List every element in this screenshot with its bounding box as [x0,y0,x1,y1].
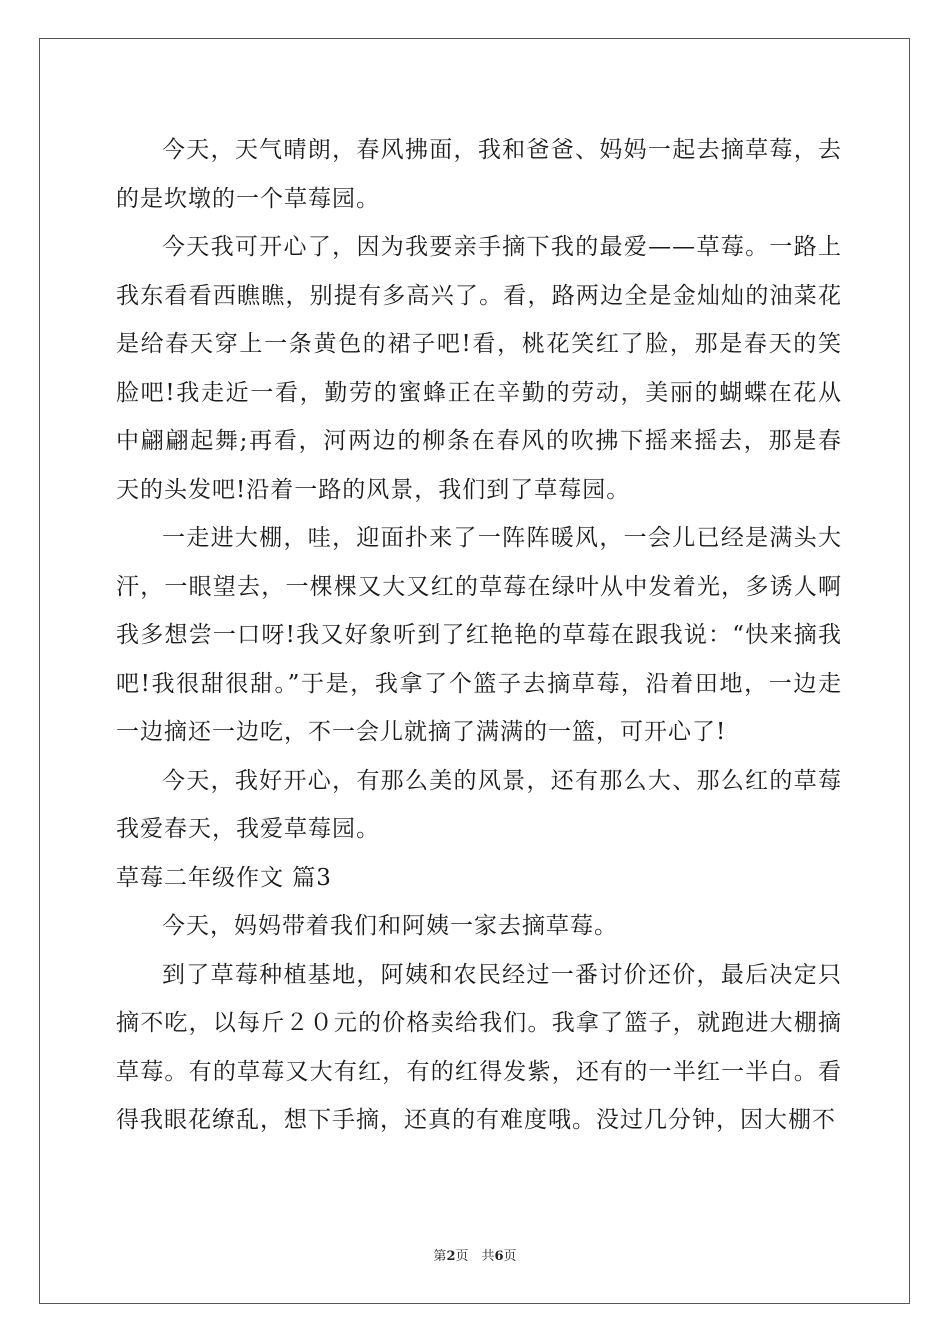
footer-current-page: 2 [446,1249,456,1264]
footer-prefix: 第 [433,1249,447,1264]
paragraph-2: 今天我可开心了，因为我要亲手摘下我的最爱——草莓。一路上我东看看西瞧瞧，别提有多高兴了。看，路两边全是金灿灿的油菜花是给春天穿上一条黄色的裙子吧!看，桃花笑红了脸，那是春天的笑脸吧!我走近一看，勤劳的蜜蜂正在辛勤的劳动，美丽的蝴蝶在花从中翩翩起舞;再看，河两边的柳条在春风的吹拂下摇来摇去，那是春天的头发吧!沿着一路的风景，我们到了草莓园。 [116,234,842,503]
paragraph-6: 到了草莓种植基地，阿姨和农民经过一番讨价还价，最后决定只摘不吃，以每斤２０元的价格卖给我们。我拿了篮子，就跑进大棚摘草莓。有的草莓又大有红，有的红得发紫，还有的一半红一半白。看得我眼花缭乱，想下手摘，还真的有难度哦。没过几分钟，因大棚不 [116,961,842,1133]
section-heading: 草莓二年级作文 篇3 [116,864,332,891]
page-footer [0,1245,950,1264]
paragraph-3: 一走进大棚，哇，迎面扑来了一阵阵暖风，一会儿已经是满头大汗，一眼望去，一棵棵又大又红的草莓在绿叶从中发着光，多诱人啊我多想尝一口呀!我又好象听到了红艳艳的草莓在跟我说：“快来摘我吧!我很甜很甜。”于是，我拿了个篮子去摘草莓，沿着田地，一边走一边摘还一边吃，不一会儿就摘了满满的一篮，可开心了! [116,525,842,745]
footer-total-pages: 6 [494,1249,504,1264]
document-body [116,126,842,1145]
paragraph-5: 今天，妈妈带着我们和阿姨一家去摘草莓。 [162,913,618,939]
paragraph-4: 今天，我好开心，有那么美的风景，还有那么大、那么红的草莓我爱春天，我爱草莓园。 [116,767,842,842]
footer-suffix: 页 [503,1249,517,1264]
footer-middle: 页 共 [455,1249,495,1264]
paragraph-1: 今天，天气晴朗，春风拂面，我和爸爸、妈妈一起去摘草莓，去的是坎墩的一个草莓园。 [116,137,842,212]
